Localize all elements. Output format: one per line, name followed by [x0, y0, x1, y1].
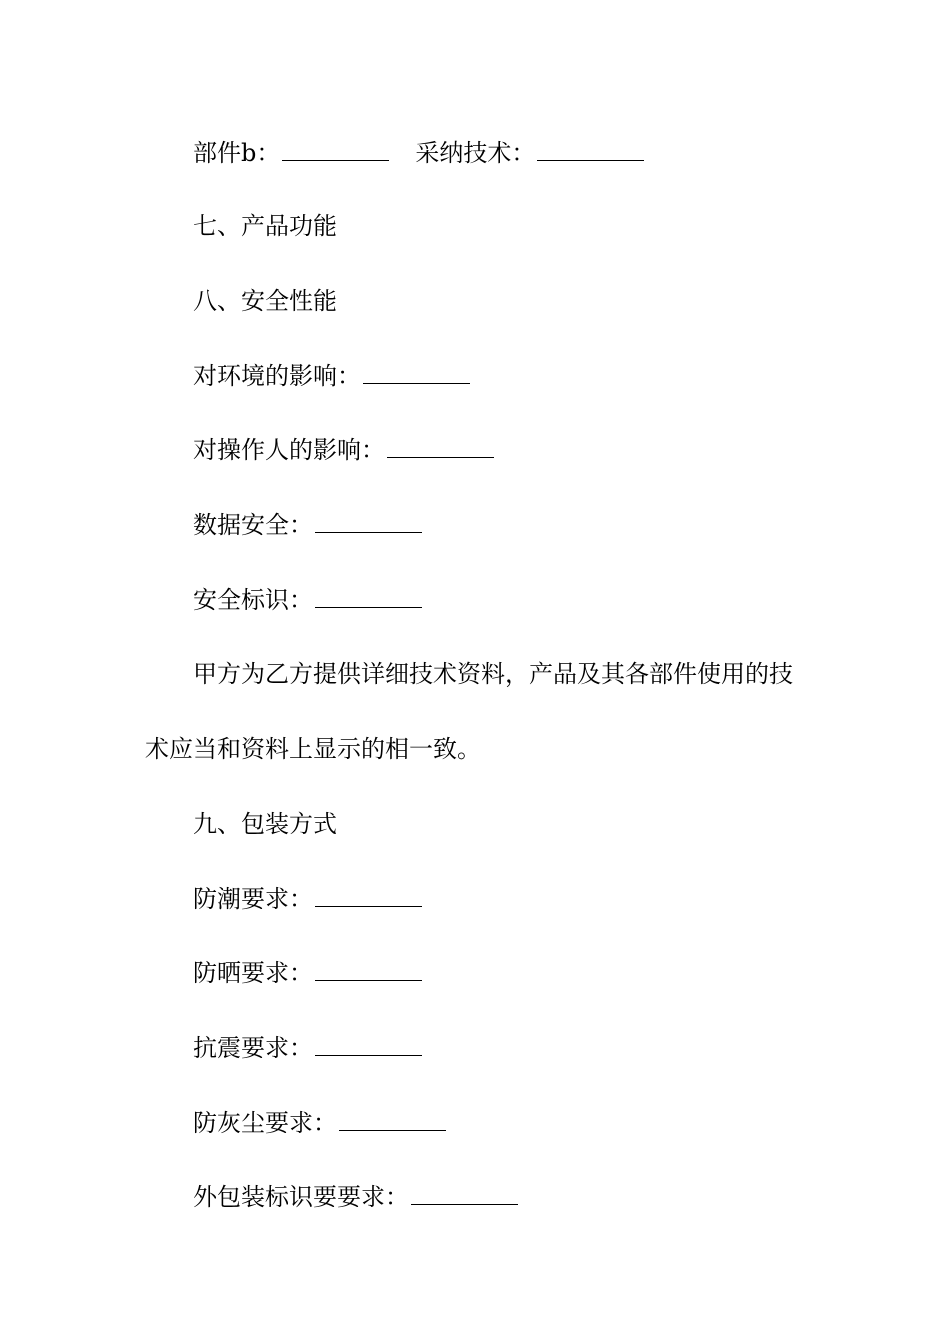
moisture-label: 防潮要求： [193, 885, 313, 913]
sun-row [193, 958, 422, 988]
data-security-label: 数据安全： [193, 511, 313, 539]
part-b-row [193, 138, 644, 168]
operator-impact-blank [387, 435, 494, 458]
sun-label: 防晒要求： [193, 959, 313, 987]
env-impact-label: 对环境的影响： [193, 362, 361, 390]
section-9-title: 九、包装方式 [193, 810, 337, 838]
part-b-blank [282, 138, 389, 161]
section-8-title: 八、安全性能 [193, 287, 337, 315]
outer-mark-blank [411, 1182, 518, 1205]
operator-impact-row [193, 435, 494, 465]
dust-label: 防灰尘要求： [193, 1109, 337, 1137]
paragraph-line-2: 术应当和资料上显示的相一致。 [145, 735, 481, 763]
tech-label: 采纳技术： [415, 139, 536, 167]
section-7-title: 七、产品功能 [193, 212, 337, 240]
outer-mark-label: 外包装标识要要求： [193, 1183, 409, 1211]
paragraph-line-1: 甲方为乙方提供详细技术资料，产品及其各部件使用的技 [193, 660, 793, 688]
sun-blank [315, 958, 422, 981]
operator-impact-label: 对操作人的影响： [193, 436, 385, 464]
outer-mark-row [193, 1182, 518, 1212]
dust-row [193, 1108, 446, 1138]
dust-blank [339, 1108, 446, 1131]
env-impact-row [193, 361, 470, 391]
moisture-blank [315, 884, 422, 907]
moisture-row [193, 884, 422, 914]
data-security-row [193, 510, 422, 540]
shock-label: 抗震要求： [193, 1034, 313, 1062]
safety-mark-blank [315, 585, 422, 608]
safety-mark-row [193, 585, 422, 615]
tech-blank [537, 138, 644, 161]
data-security-blank [315, 510, 422, 533]
safety-mark-label: 安全标识： [193, 586, 313, 614]
shock-blank [315, 1033, 422, 1056]
env-impact-blank [363, 361, 470, 384]
shock-row [193, 1033, 422, 1063]
part-b-label: 部件b： [193, 139, 281, 167]
